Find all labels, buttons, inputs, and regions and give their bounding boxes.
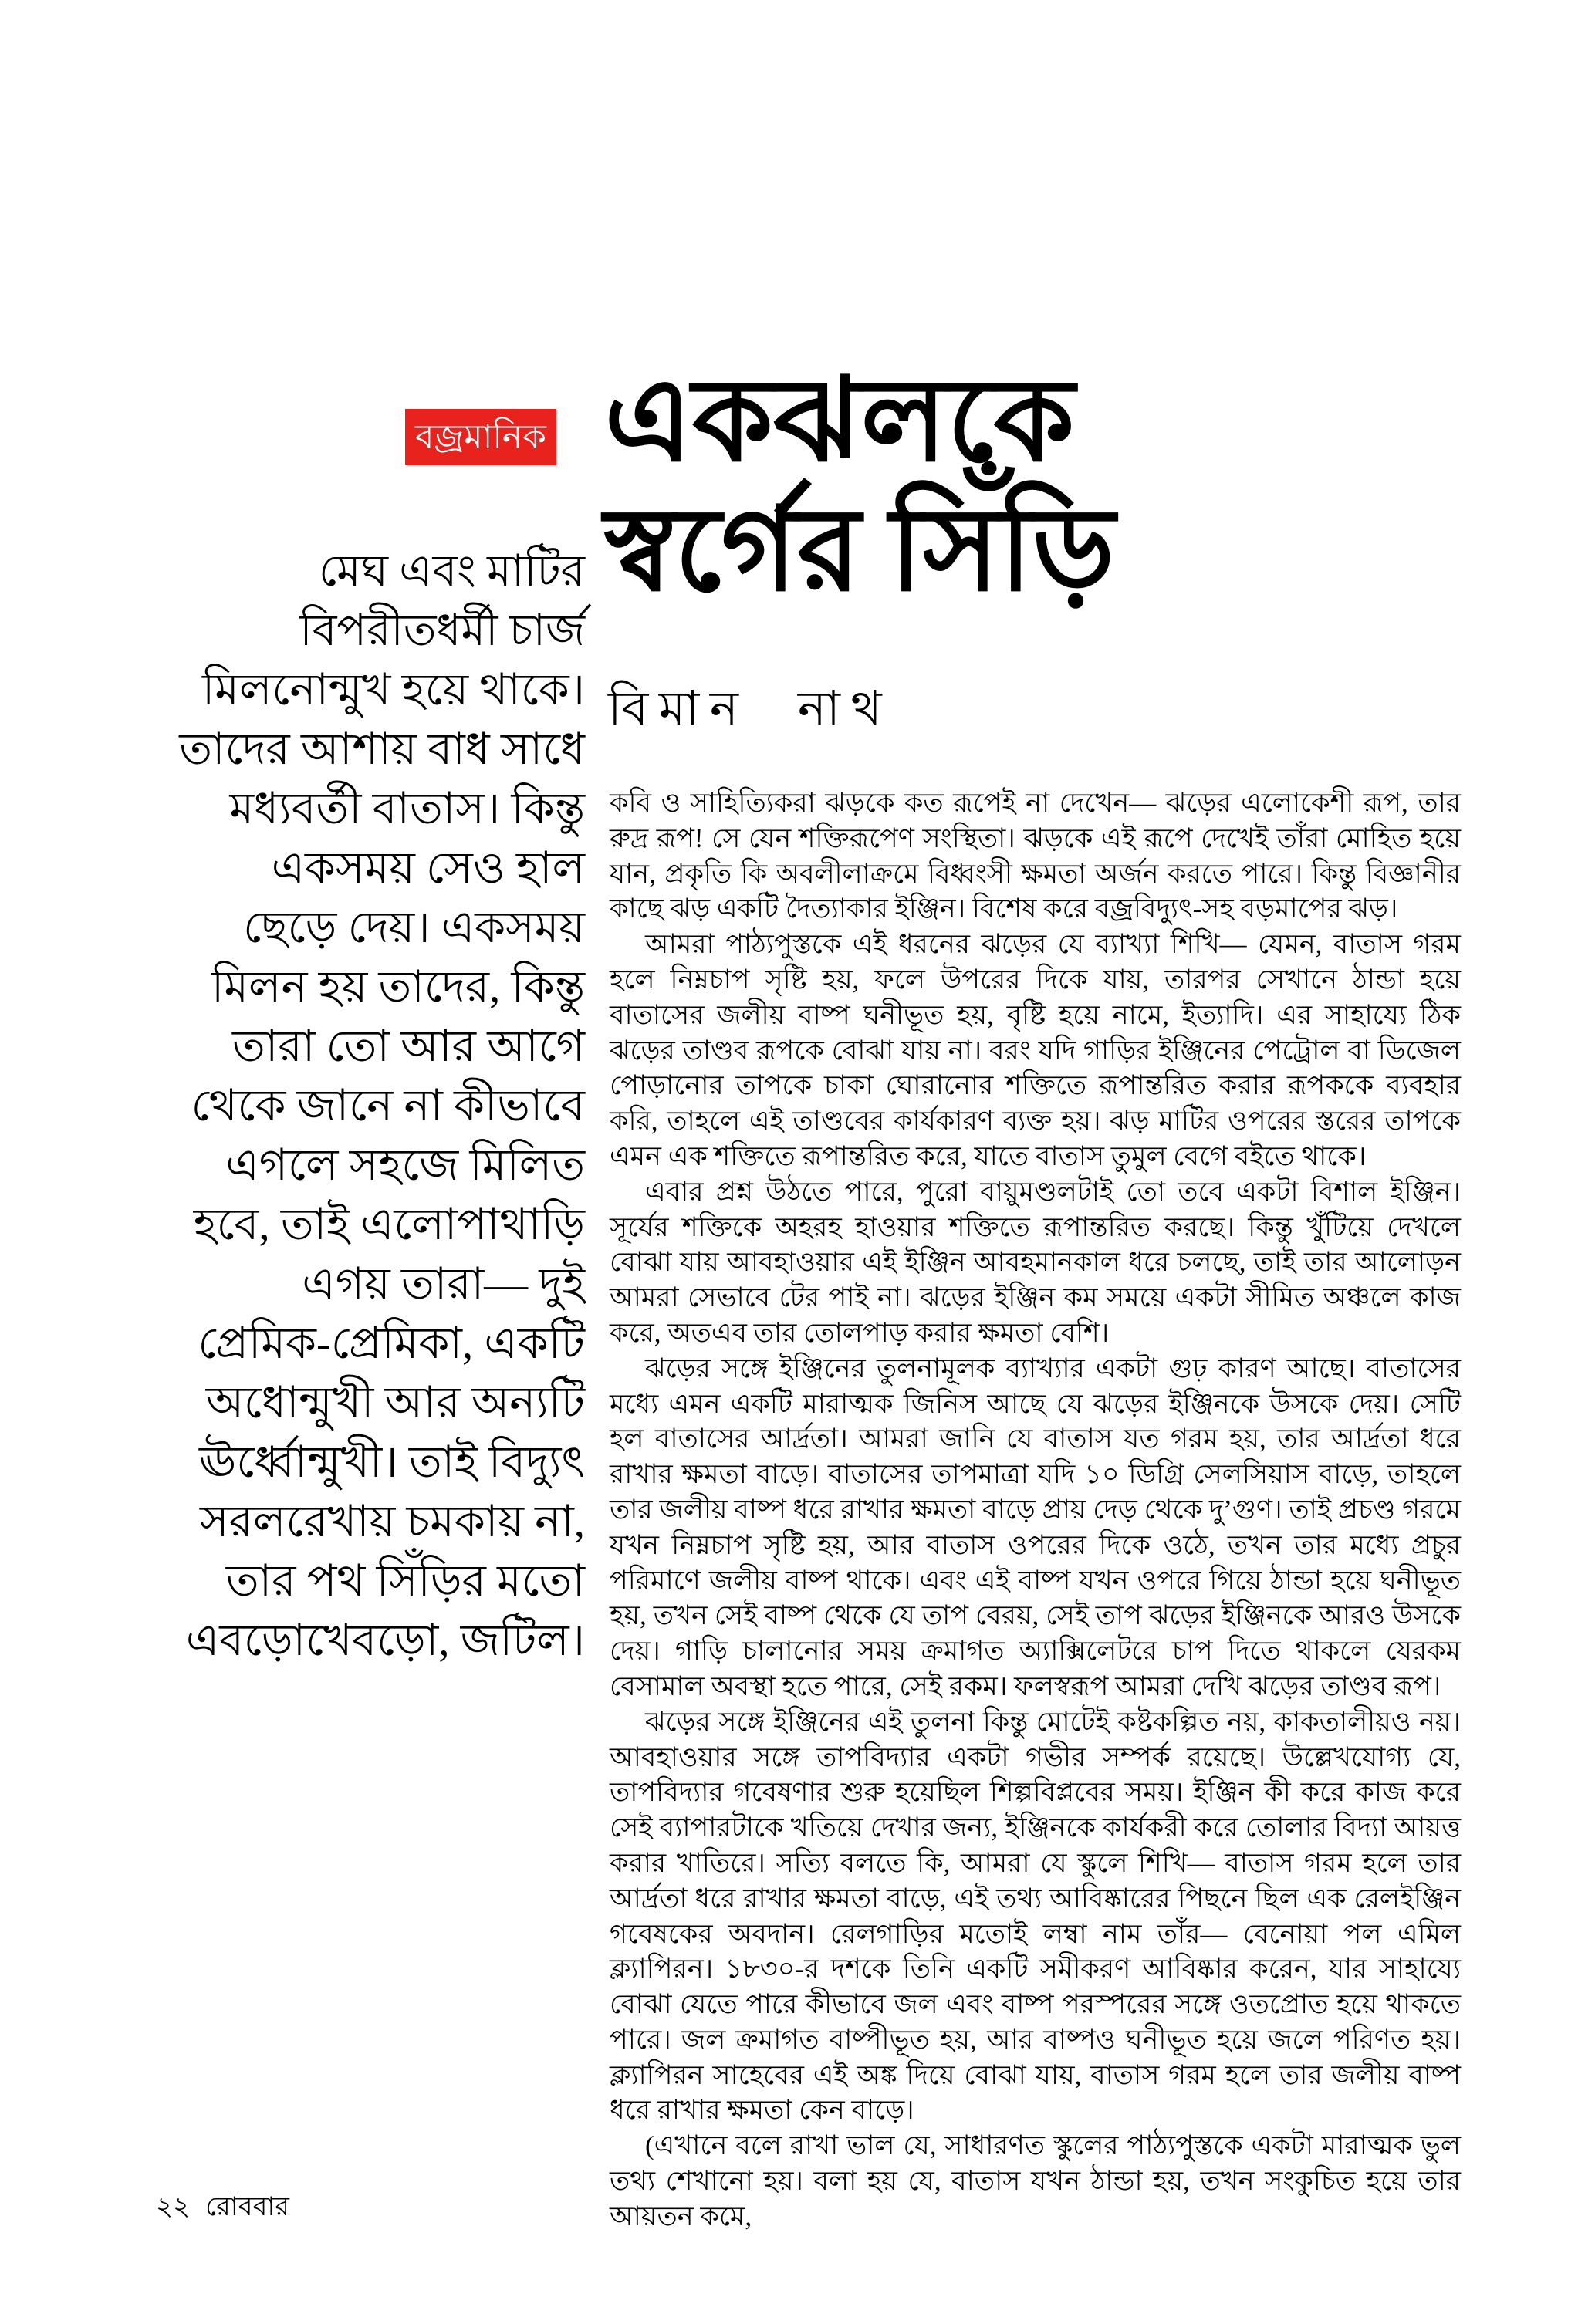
page-footer <box>156 2187 289 2231</box>
pull-quote-line: মিলনোন্মুখ হয়ে থাকে। <box>202 666 585 714</box>
pull-quote-line: সরলরেখায় চমকায় না, <box>200 1498 585 1546</box>
headline-line-1: একঝলকে <box>604 357 1075 485</box>
pull-quote-line: একসময় সেও হাল <box>271 844 585 893</box>
paragraph-5: ঝড়ের সঙ্গে ইঞ্জিনের এই তুলনা কিন্তু মোটেই কষ্টকল্পিত নয়, কাকতালীয়ও নয়। আবহাওয়ার সঙ্গে তাপবিদ্যার একটা গভীর সম্পর্ক রয়েছে। উল্লেখযোগ্য যে, তাপবিদ্যার গবেষণার শুরু হয়েছিল শিল্পবিপ্লবের সময়। ইঞ্জিন কী করে কাজ করে সেই ব্যাপারটাকে খতিয়ে দেখার জন্য, ইঞ্জিনকে কার্যকরী করে তোলার বিদ্যা আয়ত্ত করার খাতিরে। সত্যি বলতে কি, আমরা যে স্কুলে শিখি— বাতাস গরম হলে তার আর্দ্রতা ধরে রাখার ক্ষমতা বাড়ে, এই তথ্য আবিষ্কারের পিছনে ছিল এক রেলইঞ্জিন গবেষকের অবদান। রেলগাড়ির মতোই লম্বা নাম তাঁর— বেনোয়া পল এমিল ক্ল্যাপিরন। ১৮৩০-র দশকে তিনি একটি সমীকরণ আবিষ্কার করেন, যার সাহায্যে বোঝা যেতে পারে কীভাবে জল এবং বাষ্প পরস্পরের সঙ্গে ওতপ্রোত হয়ে থাকতে পারে। জল ক্রমাগত বাষ্পীভূত হয়, আর বাষ্পও ঘনীভূত হয়ে জলে পরিণত হয়। ক্ল্যাপিরন সাহেবের এই অঙ্ক দিয়ে বোঝা যায়, বাতাস গরম হলে তার জলীয় বাষ্প ধরে রাখার ক্ষমতা কেন বাড়ে। <box>610 1706 1461 2126</box>
pull-quote-line: তারা তো আর আগে <box>232 1022 585 1071</box>
paragraph-6: (এখানে বলে রাখা ভাল যে, সাধারণত স্কুলের পাঠ্যপুস্তকে একটা মারাত্মক ভুল তথ্য শেখানো হয়। বলা হয় যে, বাতাস যখন ঠান্ডা হয়, তখন সংকুচিত হয়ে তার আয়তন কমে, <box>610 2130 1461 2231</box>
pull-quote-line: তার পথ সিঁড়ির মতো <box>225 1557 585 1606</box>
pull-quote-line: তাদের আশায় বাধ সাধে <box>179 725 585 774</box>
pull-quote-line: মেঘ এবং মাটির <box>318 547 585 596</box>
pull-quote-line: ছেড়ে দেয়। একসময় <box>243 904 585 952</box>
pull-quote-line: প্রেমিক-প্রেমিকা, একটি <box>198 1319 585 1368</box>
paragraph-3: এবার প্রশ্ন উঠতে পারে, পুরো বায়ুমণ্ডলটাই তো তবে একটা বিশাল ইঞ্জিন। সূর্যের শক্তিকে অহরহ হাওয়ার শক্তিতে রূপান্তরিত করছে। কিন্তু খুঁটিয়ে দেখলে বোঝা যায় আবহাওয়ার এই ইঞ্জিন আবহমানকাল ধরে চলছে, তাই তার আলোড়ন আমরা সেভাবে টের পাই না। ঝড়ের ইঞ্জিন কম সময়ে একটা সীমিত অঞ্চলে কাজ করে, অতএব তার তোলপাড় করার ক্ষমতা বেশি। <box>610 1176 1461 1348</box>
article-headline <box>604 356 1115 616</box>
pull-quote-line: মধ্যবর্তী বাতাস। কিন্তু <box>229 785 585 833</box>
magazine-name: রোববার <box>205 2193 289 2221</box>
paragraph-4: ঝড়ের সঙ্গে ইঞ্জিনের তুলনামূলক ব্যাখ্যার একটা গুঢ় কারণ আছে। বাতাসের মধ্যে এমন একটি মারাত্মক জিনিস আছে যে ঝড়ের ইঞ্জিনকে উসকে দেয়। সেটি হল বাতাসের আর্দ্রতা। আমরা জানি যে বাতাস যত গরম হয়, তার আর্দ্রতা ধরে রাখার ক্ষমতা বাড়ে। বাতাসের তাপমাত্রা যদি ১০ ডিগ্রি সেলসিয়াস বাড়ে, তাহলে তার জলীয় বাষ্প ধরে রাখার ক্ষমতা বাড়ে প্রায় দেড় থেকে দু’গুণ। তাই প্রচণ্ড গরমে যখন নিম্নচাপ সৃষ্টি হয়, আর বাতাস ওপরের দিকে ওঠে, তখন তার মধ্যে প্রচুর পরিমাণে জলীয় বাষ্প থাকে। এবং এই বাষ্প যখন ওপরে গিয়ে ঠান্ডা হয়ে ঘনীভূত হয়, তখন সেই বাষ্প থেকে যে তাপ বেরয়, সেই তাপ ঝড়ের ইঞ্জিনকে আরও উসকে দেয়। গাড়ি চালানোর সময় ক্রমাগত অ্যাক্সিলেটরে চাপ দিতে থাকলে যেরকম বেসামাল অবস্থা হতে পারে, সেই রকম। ফলস্বরূপ আমরা দেখি ঝড়ের তাণ্ডব রূপ। <box>610 1353 1461 1701</box>
page-number: ২২ <box>156 2193 191 2221</box>
paragraph-2: আমরা পাঠ্যপুস্তকে এই ধরনের ঝড়ের যে ব্যাখ্যা শিখি— যেমন, বাতাস গরম হলে নিম্নচাপ সৃষ্টি হয়, ফলে উপরের দিকে যায়, তারপর সেখানে ঠান্ডা হয়ে বাতাসের জলীয় বাষ্প ঘনীভূত হয়, বৃষ্টি হয়ে নামে, ইত্যাদি। এর সাহায্যে ঠিক ঝড়ের তাণ্ডব রূপকে বোঝা যায় না। বরং যদি গাড়ির ইঞ্জিনের পেট্রোল বা ডিজেল পোড়ানোর তাপকে চাকা ঘোরানোর শক্তিতে রূপান্তরিত করার রূপককে ব্যবহার করি, তাহলে এই তাণ্ডবের কার্যকারণ ব্যক্ত হয়। ঝড় মাটির ওপরের স্তরের তাপকে এমন এক শক্তিতে রূপান্তরিত করে, যাতে বাতাস তুমুল বেগে বইতে থাকে। <box>610 929 1461 1171</box>
author-byline: বিমান নাথ <box>608 683 893 735</box>
pull-quote-line: হবে, তাই এলোপাথাড়ি <box>193 1201 585 1249</box>
pull-quote-line: ঊর্ধ্বোন্মুখী। তাই বিদ্যুৎ <box>199 1438 585 1487</box>
pull-quote-line: মিলন হয় তাদের, কিন্তু <box>211 963 585 1012</box>
article-body <box>610 785 1461 2234</box>
pull-quote-line: এবড়োখেবড়ো, জটিল। <box>185 1616 585 1665</box>
headline-line-2: স্বর্গের সিঁড়ি <box>604 487 1115 615</box>
pull-quote-line: এগয় তারা— দুই <box>302 1260 585 1309</box>
pull-quote-line: এগলে সহজে মিলিত <box>225 1141 585 1190</box>
pull-quote-line: থেকে জানে না কীভাবে <box>191 1082 585 1130</box>
section-kicker-badge: বজ্রমানিক <box>405 409 556 465</box>
pull-quote-line: অধোন্মুখী আর অন্যটি <box>205 1379 585 1427</box>
paragraph-1: কবি ও সাহিত্যিকরা ঝড়কে কত রূপেই না দেখেন— ঝড়ের এলোকেশী রূপ, তার রুদ্র রূপ! সে যেন শক্তিরূপেণ সংস্থিতা। ঝড়কে এই রূপে দেখেই তাঁরা মোহিত হয়ে যান, প্রকৃতি কি অবলীলাক্রমে বিধ্বংসী ক্ষমতা অর্জন করতে পারে। কিন্তু বিজ্ঞানীর কাছে ঝড় একটি দৈত্যাকার ইঞ্জিন। বিশেষ করে বজ্রবিদ্যুৎ-সহ বড়মাপের ঝড়। <box>610 788 1461 924</box>
pull-quote <box>122 542 585 1670</box>
pull-quote-line: বিপরীতধর্মী চার্জ <box>299 606 585 655</box>
